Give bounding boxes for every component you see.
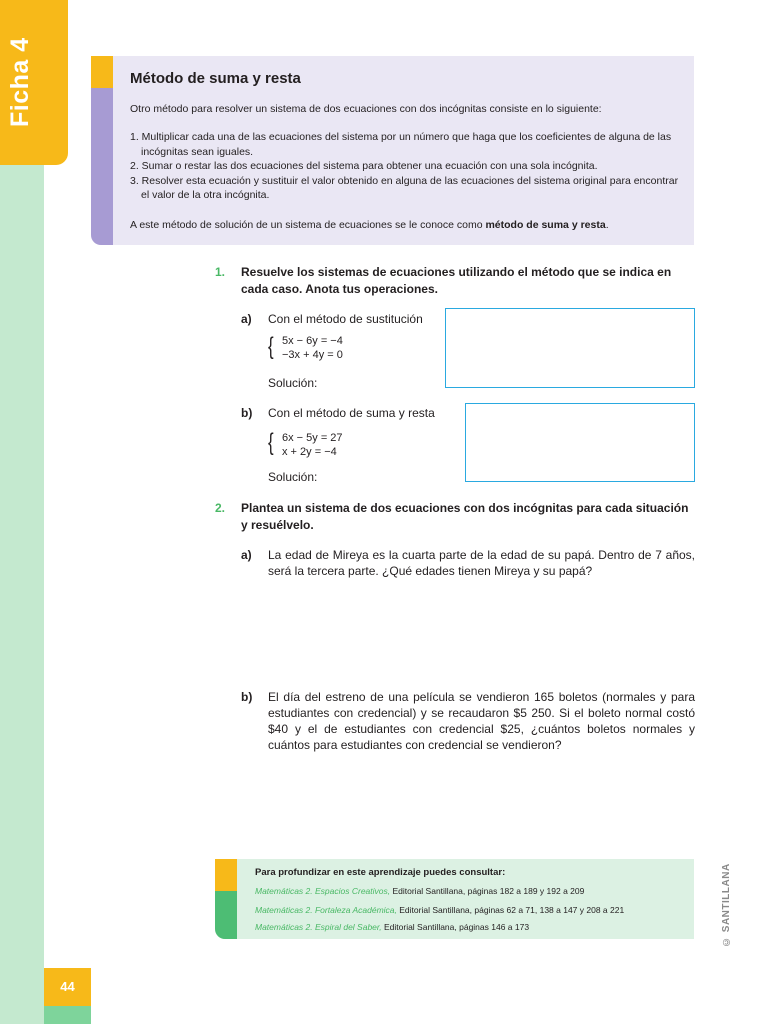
- reference-detail: Editorial Santillana, páginas 182 a 189 y 192 a 209: [390, 886, 585, 896]
- reference-item: [255, 905, 624, 915]
- exercise-1b-eq2: x + 2y = −4: [282, 446, 337, 458]
- ficha-label: Ficha 4: [6, 37, 34, 127]
- exercise-1-instruction: Resuelve los sistemas de ecuaciones utilizando el método que se indica en cada caso. Anota tus operaciones.: [241, 265, 672, 296]
- info-accent-bar: [91, 56, 113, 88]
- reference-detail: Editorial Santillana, páginas 62 a 71, 138 a 147 y 208 a 221: [396, 905, 625, 915]
- info-step: 1. Multiplicar cada una de las ecuaciones del sistema por un número que haga que los coeficientes de alguna de las incógnitas sean iguales.: [130, 131, 672, 158]
- references-title: Para profundizar en este aprendizaje puedes consultar:: [255, 867, 506, 878]
- exercise-1b-eq1: 6x − 5y = 27: [282, 432, 343, 444]
- page-number-strip: [44, 1006, 91, 1024]
- exercise-2b-letter: b): [241, 690, 253, 704]
- info-closing-text: A este método de solución de un sistema de ecuaciones se le conoce como: [130, 219, 486, 231]
- info-side-bar: [91, 88, 113, 245]
- exercise-1b-method: Con el método de suma y resta: [268, 406, 435, 420]
- exercise-1a-answer-box[interactable]: [445, 308, 695, 388]
- exercise-1a-letter: a): [241, 312, 252, 326]
- info-closing-end: .: [605, 219, 609, 231]
- exercise-2-instruction: Plantea un sistema de dos ecuaciones con dos incógnitas para cada situación y resuélvelo.: [241, 501, 689, 532]
- reference-detail: Editorial Santillana, páginas 146 a 173: [381, 922, 530, 932]
- exercise-1a-method: Con el método de sustitución: [268, 312, 423, 326]
- reference-book[interactable]: Matemáticas 2. Fortaleza Académica,: [255, 905, 397, 915]
- info-closing-bold: método de suma y resta: [485, 219, 606, 231]
- exercise-1b-letter: b): [241, 406, 253, 420]
- reference-book[interactable]: Matemáticas 2. Espiral del Saber,: [255, 922, 382, 932]
- info-intro: Otro método para resolver un sistema de dos ecuaciones con dos incógnitas consiste en lo siguiente:: [130, 103, 602, 115]
- ficha-tab: [0, 0, 68, 165]
- exercise-1a-eq2: −3x + 4y = 0: [282, 349, 343, 361]
- info-step: 2. Sumar o restar las dos ecuaciones del sistema para obtener una ecuación con una sola incógnita.: [130, 160, 598, 172]
- info-steps: [130, 130, 685, 203]
- exercise-1b-answer-box[interactable]: [465, 403, 695, 482]
- margin-strip: [0, 150, 44, 1024]
- reference-item: [255, 886, 584, 896]
- info-closing: [130, 218, 690, 232]
- references-accent-bar: [215, 859, 237, 891]
- exercise-1-number: 1.: [215, 265, 226, 279]
- reference-item: [255, 922, 529, 932]
- info-title: Método de suma y resta: [130, 70, 301, 87]
- exercise-2-number: 2.: [215, 501, 226, 515]
- brace-icon: {: [268, 429, 274, 456]
- reference-book[interactable]: Matemáticas 2. Espacios Creativos,: [255, 886, 391, 896]
- exercise-2a-text: La edad de Mireya es la cuarta parte de la edad de su papá. Dentro de 7 años, será la tercera parte. ¿Qué edades tienen Mireya y su papá?: [268, 548, 695, 578]
- page-number: 44: [44, 968, 91, 1006]
- info-step: 3. Resolver esta ecuación y sustituir el valor obtenido en alguna de las ecuaciones del sistema original para encontrar el valor de la otra incógnita.: [130, 174, 679, 201]
- copyright-label: © SANTILLANA: [721, 863, 732, 947]
- exercise-1b-solution-label: Solución:: [268, 470, 318, 484]
- exercise-1a-eq1: 5x − 6y = −4: [282, 335, 343, 347]
- exercise-1a-solution-label: Solución:: [268, 376, 318, 390]
- references-side-bar: [215, 891, 237, 939]
- brace-icon: {: [268, 333, 274, 360]
- exercise-2b-text: El día del estreno de una película se vendieron 165 boletos (normales y para estudiantes con credencial) y se recaudaron $5 250. Si el boleto normal costó $40 y el de estudiantes con credencial $25, ¿cuántos boletos normales y cuántos para estudiantes con credencial se vendieron?: [268, 690, 695, 752]
- exercise-2a-letter: a): [241, 548, 252, 562]
